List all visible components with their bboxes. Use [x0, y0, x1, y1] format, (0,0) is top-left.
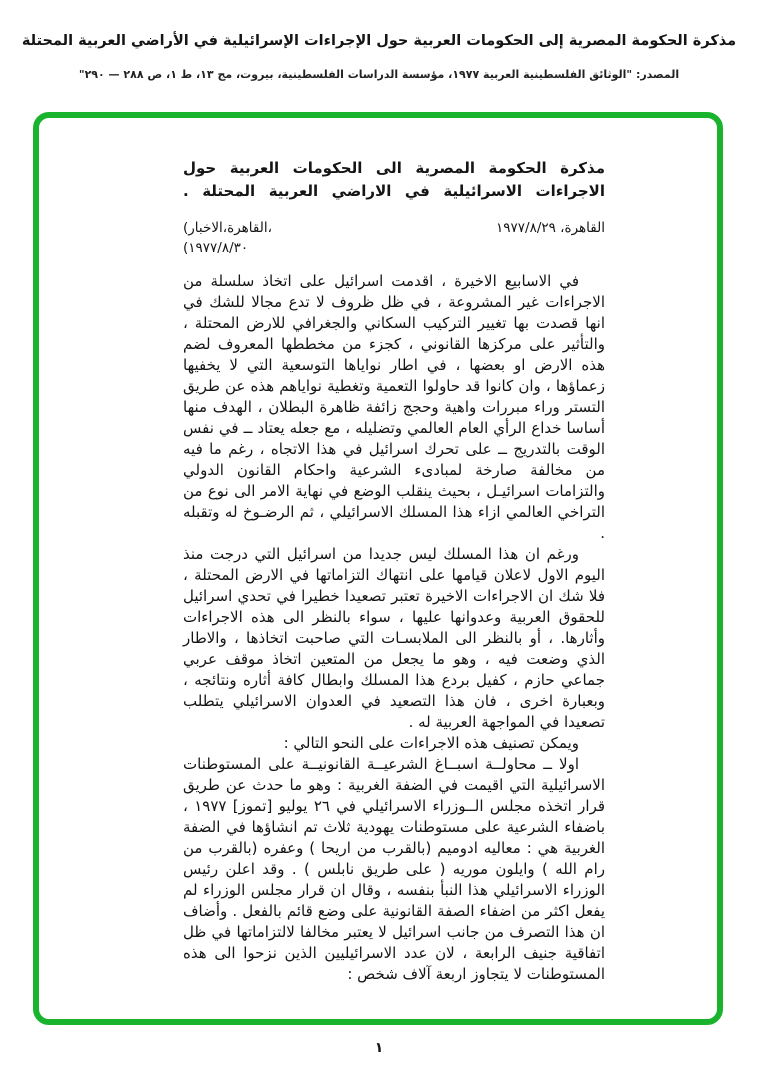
source-citation: المصدر: "الوثائق الفلسطينية العربية ١٩٧٧، مؤسسة الدراسات الفلسطينية، بيروت، مج ١٣، ط ١، ص ٢٨٨ — ٢٩٠" — [78, 68, 680, 81]
document-page — [183, 157, 605, 985]
dateline-newspaper — [183, 218, 272, 258]
dateline-row — [183, 218, 605, 258]
document-title-line-1: مذكرة الحكومة المصرية الى الحكومات العربية حول — [183, 159, 605, 177]
paragraph-3: ويمكن تصنيف هذه الاجراءات على النحو التالي : — [283, 734, 579, 752]
paragraph-2: ورغم ان هذا المسلك ليس جديدا من اسرائيل التي درجت منذ اليوم الاول لاعلان قيامها على انتهاك التزاماتها في الارض المحتلة ، فلا شك ان الاجراءات الاخيرة تعتبر تصعيدا خطيرا في تحدي اسرائيل للحقوق العربية وعدوانها عليها ، سواء بالنظر الى هذه الاجراءات وأثارها. ، أو بالنظر الى الملابسـات التي صاحبت اتخاذها ، والاطار الذي وضعت فيه ، وهو ما يجعل من المتعين اتخاذ موقف عربي جماعي حازم ، كفيل بردع هذا المسلك وابطال كافة أثاره ونتائجه ، وبعبارة اخرى ، فان هذا التصعيد في العدوان الاسرائيلي يتطلب تصعيدا في المواجهة العربية له . — [183, 545, 605, 731]
paragraph-4: اولا ــ محاولــة اسبــاغ الشرعيــة القانونيــة على المستوطنات الاسرائيلية التي اقيمت في الضفة الغربية : وهو ما حدث عن طريق قرار اتخذه مجلس الــوزراء الاسرائيلي في ٢٦ يوليو [تموز] ١٩٧٧ ، باضفاء الشرعية على مستوطنات يهودية ثلاث تم انشاؤها في الضفة الغربية هي : معاليه ادوميم (بالقرب من اريحا ) وعفره (بالقرب من رام الله ) وايلون موريه ( على طريق نابلس ) . وقد اعلن رئيس الوزراء الاسرائيلي هذا النبأ بنفسه ، وقال ان قرار مجلس الوزراء لم يفعل اكثر من اضفاء الصفة القانونية على وضع قائم بالفعل . وأضاف ان هذا التصرف من جانب اسرائيل لا يعتبر مخالفا لالتزاماتها في ظل اتفاقية جنيف الرابعة ، لان عدد الاسرائيليين الذين نزحوا الى هذه المستوطنات لا يتجاوز اربعة آلاف شخص : — [183, 755, 606, 983]
document-title-line-2: الاجراءات الاسرائيلية في الاراضي العربية المحتلة . — [183, 182, 605, 200]
dateline-place-date: القاهرة، ١٩٧٧/٨/٢٩ — [496, 220, 605, 236]
document-frame — [33, 112, 723, 1025]
dateline-newspaper-line-2: (١٩٧٧/٨/٣٠ — [183, 240, 249, 256]
dateline-newspaper-line-1: (‎الاخبار‎،‎القاهرة‎، — [183, 220, 272, 236]
page-header-title: مذكرة الحكومة المصرية إلى الحكومات العربية حول الإجراءات الإسرائيلية في الأراضي العربية المحتلة — [21, 33, 737, 49]
paragraph-1: في الاسابيع الاخيرة ، اقدمت اسرائيل على اتخاذ سلسلة من الاجراءات غير المشروعة ، في ظل ظروف لا تدع مجالا للشك في انها قصدت بها تغيير التركيب السكاني والجغرافي للارض المحتلة ، والتأثير على مركزها القانوني ، كجزء من مخططها المعروف لضم هذه الارض او بعضها ، في اطار نواياها التوسعية التي لا يخفيها زعماؤها ، وان كانوا قد حاولوا التعمية وتغطية نواياهم هذه عن طريق التستر وراء مبررات واهية وحجج زائفة ظاهرة البطلان ، الهدف منها أساسا خداع الرأي العام العالمي وتضليله ، مع جعله يعتاد ــ في نفس الوقت بالتدريج ــ على تحرك اسرائيل في هذا الاتجاه ، رغم ما فيه من مخالفة صارخة لمبادىء الشرعية واحكام القانون الدولي والتزامات اسرائيـل ، بحيث ينقلب الوضع في نهاية الامر الى نوع من التراخي العالمي ازاء هذا المسلك الاسرائيلي ، ثم الرضـوخ له وتقبله . — [183, 272, 605, 542]
document-title — [183, 157, 605, 203]
page-number: ١ — [374, 1040, 384, 1056]
document-body — [183, 271, 605, 985]
